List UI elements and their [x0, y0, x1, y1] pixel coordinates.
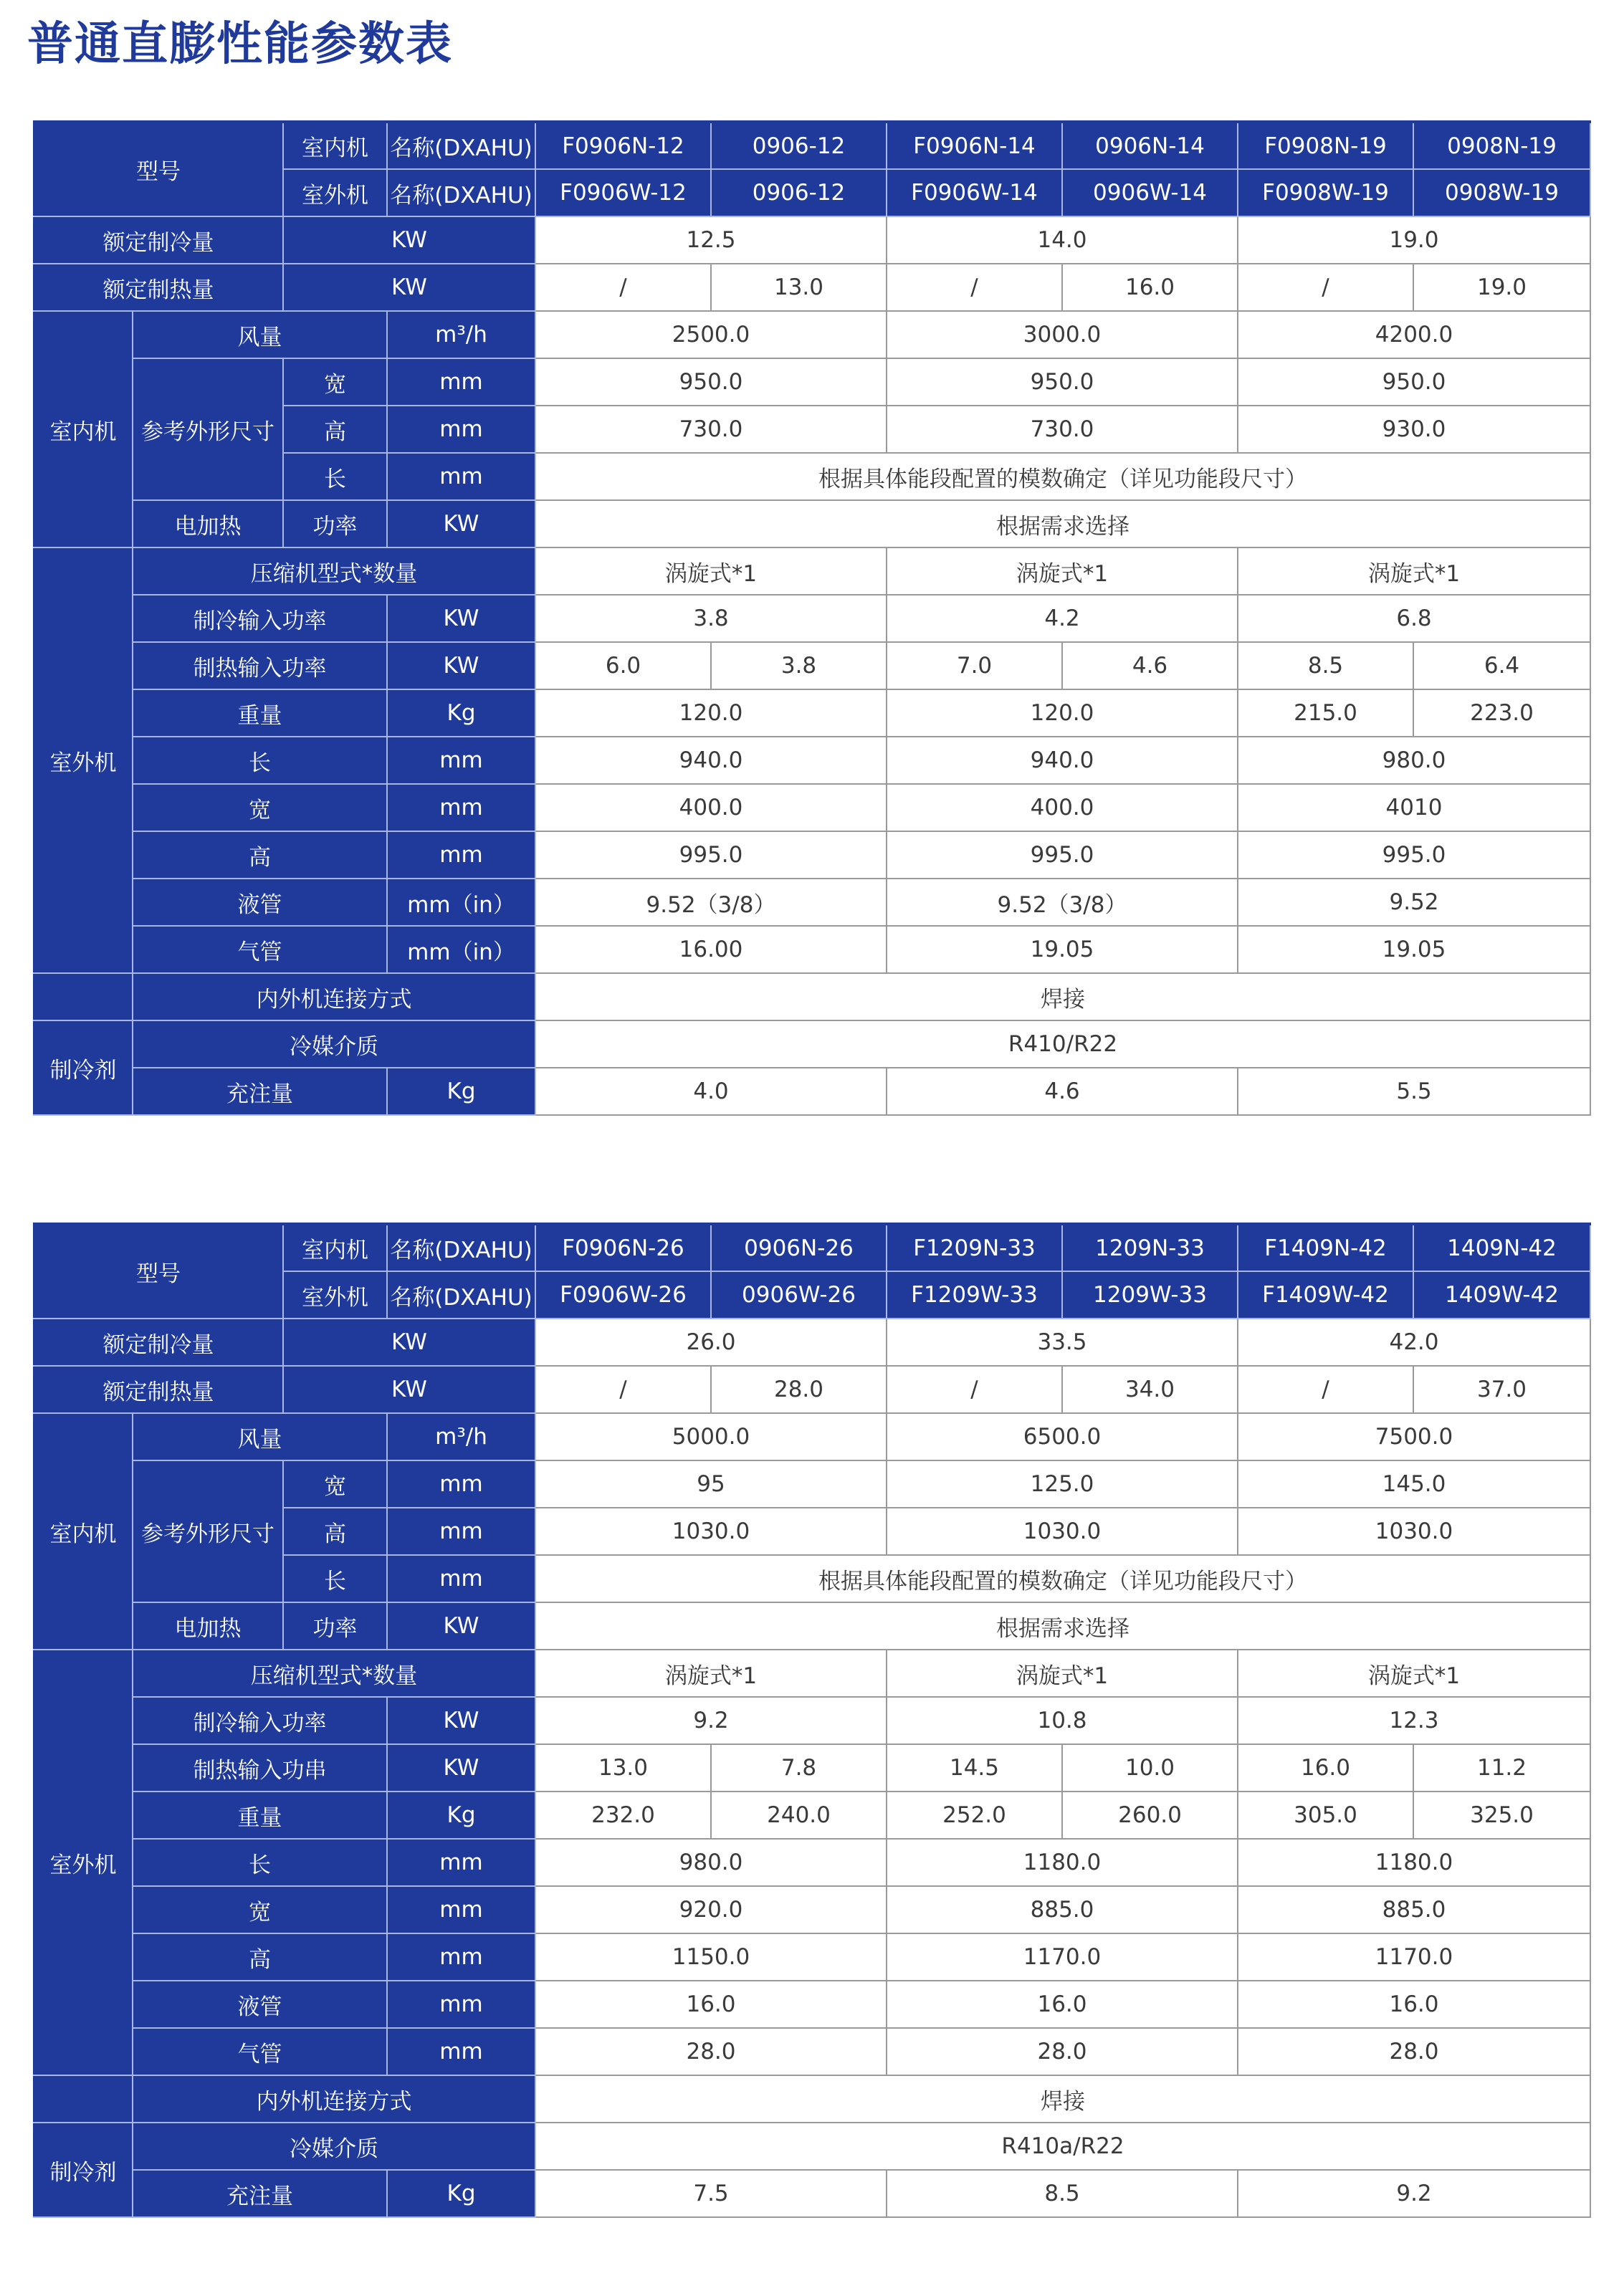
header-cell: 长: [283, 453, 387, 500]
header-cell: 宽: [283, 358, 387, 406]
value-cell: 325.0: [1413, 1792, 1590, 1839]
value-cell: 涡旋式*1: [535, 1650, 887, 1697]
value-cell: 2500.0: [535, 311, 887, 358]
header-cell: 制热输入功串: [133, 1744, 387, 1792]
header-cell: 额定制热量: [34, 1366, 283, 1413]
header-cell: 0906W-26: [711, 1271, 887, 1319]
table-row: [34, 122, 1590, 169]
table-row: [34, 1792, 1590, 1839]
header-cell: F1409W-42: [1238, 1271, 1413, 1319]
value-cell: 1030.0: [887, 1508, 1238, 1555]
value-cell: 1180.0: [1238, 1839, 1590, 1886]
value-cell: /: [535, 264, 711, 311]
value-cell: 125.0: [887, 1460, 1238, 1508]
header-cell: mm（in）: [387, 879, 535, 926]
value-cell: 9.52: [1238, 879, 1590, 926]
value-cell: 26.0: [535, 1319, 887, 1366]
header-cell: KW: [387, 642, 535, 689]
value-cell: 7.8: [711, 1744, 887, 1792]
value-cell: 260.0: [1062, 1792, 1238, 1839]
header-cell: 重量: [133, 1792, 387, 1839]
value-cell: 涡旋式*1: [887, 547, 1238, 595]
value-cell: 7.0: [887, 642, 1062, 689]
header-cell: mm: [387, 358, 535, 406]
value-cell: 16.00: [535, 926, 887, 973]
header-cell: mm: [387, 1460, 535, 1508]
value-cell: 涡旋式*1: [535, 547, 887, 595]
value-cell: 950.0: [887, 358, 1238, 406]
table-row: [34, 2028, 1590, 2075]
header-cell: F1209W-33: [887, 1271, 1062, 1319]
page-title: 普通直膨性能参数表: [27, 18, 453, 71]
value-cell: 120.0: [535, 689, 887, 737]
value-cell: 16.0: [887, 1981, 1238, 2028]
header-cell: 额定制冷量: [34, 1319, 283, 1366]
header-cell: 冷媒介质: [133, 2123, 535, 2170]
value-cell: 6.0: [535, 642, 711, 689]
header-cell: KW: [387, 595, 535, 642]
header-cell: 风量: [133, 311, 387, 358]
table-row: [34, 1744, 1590, 1792]
header-cell: 充注量: [133, 2170, 387, 2217]
header-cell: 冷媒介质: [133, 1020, 535, 1068]
spec-table-1-body: [34, 122, 1590, 1115]
header-cell: 1409W-42: [1413, 1271, 1590, 1319]
header-cell: F0906N-12: [535, 122, 711, 169]
header-cell: 参考外形尺寸: [133, 358, 283, 500]
value-cell: 28.0: [887, 2028, 1238, 2075]
value-cell: 8.5: [887, 2170, 1238, 2217]
header-cell: 0908W-19: [1413, 169, 1590, 216]
header-cell: 参考外形尺寸: [133, 1460, 283, 1602]
header-cell: 型号: [34, 1224, 283, 1319]
table-row: [34, 1981, 1590, 2028]
header-cell: m³/h: [387, 311, 535, 358]
value-cell: 焊接: [535, 2075, 1590, 2123]
value-cell: 6500.0: [887, 1413, 1238, 1460]
header-cell: 制冷剂: [34, 2123, 133, 2217]
value-cell: 8.5: [1238, 642, 1413, 689]
header-cell: 风量: [133, 1413, 387, 1460]
header-cell: 型号: [34, 122, 283, 216]
value-cell: 1150.0: [535, 1933, 887, 1981]
value-cell: 940.0: [887, 737, 1238, 784]
header-cell: [34, 973, 133, 1020]
value-cell: 232.0: [535, 1792, 711, 1839]
table-row: [34, 1224, 1590, 1271]
spec-table-2-body: [34, 1224, 1590, 2217]
table-row: [34, 500, 1590, 547]
table-row: [34, 879, 1590, 926]
value-cell: 34.0: [1062, 1366, 1238, 1413]
table-row: [34, 642, 1590, 689]
table-row: [34, 216, 1590, 264]
header-cell: 重量: [133, 689, 387, 737]
header-cell: F0908N-19: [1238, 122, 1413, 169]
value-cell: 885.0: [887, 1886, 1238, 1933]
header-cell: 功率: [283, 500, 387, 547]
header-cell: 室外机: [34, 1650, 133, 2075]
value-cell: 16.0: [535, 1981, 887, 2028]
header-cell: 0906N-26: [711, 1224, 887, 1271]
table-row: [34, 2123, 1590, 2170]
value-cell: 焊接: [535, 973, 1590, 1020]
value-cell: 1030.0: [1238, 1508, 1590, 1555]
header-cell: 气管: [133, 926, 387, 973]
value-cell: 28.0: [535, 2028, 887, 2075]
header-cell: mm: [387, 1508, 535, 1555]
header-cell: 宽: [283, 1460, 387, 1508]
header-cell: 1209W-33: [1062, 1271, 1238, 1319]
value-cell: 1030.0: [535, 1508, 887, 1555]
table-row: [34, 1650, 1590, 1697]
header-cell: mm: [387, 737, 535, 784]
table-row: [34, 595, 1590, 642]
value-cell: 根据需求选择: [535, 500, 1590, 547]
value-cell: 涡旋式*1: [1238, 547, 1590, 595]
header-cell: 室外机: [283, 1271, 387, 1319]
table-row: [34, 926, 1590, 973]
value-cell: 1180.0: [887, 1839, 1238, 1886]
header-cell: 名称(DXAHU): [387, 122, 535, 169]
value-cell: 13.0: [535, 1744, 711, 1792]
header-cell: 制冷输入功率: [133, 1697, 387, 1744]
header-cell: F1209N-33: [887, 1224, 1062, 1271]
table-row: [34, 1366, 1590, 1413]
header-cell: 高: [283, 406, 387, 453]
header-cell: mm: [387, 406, 535, 453]
header-cell: F0906W-12: [535, 169, 711, 216]
value-cell: 16.0: [1238, 1744, 1413, 1792]
value-cell: 885.0: [1238, 1886, 1590, 1933]
value-cell: 根据具体能段配置的模数确定（详见功能段尺寸）: [535, 453, 1590, 500]
header-cell: 额定制冷量: [34, 216, 283, 264]
header-cell: Kg: [387, 2170, 535, 2217]
value-cell: 12.5: [535, 216, 887, 264]
value-cell: 涡旋式*1: [887, 1650, 1238, 1697]
header-cell: F1409N-42: [1238, 1224, 1413, 1271]
header-cell: m³/h: [387, 1413, 535, 1460]
header-cell: 室内机: [34, 311, 133, 547]
value-cell: 252.0: [887, 1792, 1062, 1839]
header-cell: mm: [387, 1933, 535, 1981]
value-cell: 950.0: [1238, 358, 1590, 406]
header-cell: Kg: [387, 689, 535, 737]
table-row: [34, 1020, 1590, 1068]
header-cell: 0906W-14: [1062, 169, 1238, 216]
header-cell: F0908W-19: [1238, 169, 1413, 216]
table-row: [34, 784, 1590, 831]
header-cell: F0906N-26: [535, 1224, 711, 1271]
value-cell: 3000.0: [887, 311, 1238, 358]
table-row: [34, 2075, 1590, 2123]
header-cell: 室内机: [283, 122, 387, 169]
table-row: [34, 1319, 1590, 1366]
header-cell: 额定制热量: [34, 264, 283, 311]
header-cell: 0906-12: [711, 169, 887, 216]
header-cell: F0906W-14: [887, 169, 1062, 216]
value-cell: 7500.0: [1238, 1413, 1590, 1460]
value-cell: 940.0: [535, 737, 887, 784]
header-cell: 液管: [133, 1981, 387, 2028]
header-cell: F0906N-14: [887, 122, 1062, 169]
value-cell: 1170.0: [887, 1933, 1238, 1981]
header-cell: mm: [387, 2028, 535, 2075]
table-row: [34, 689, 1590, 737]
value-cell: 根据需求选择: [535, 1602, 1590, 1650]
value-cell: 930.0: [1238, 406, 1590, 453]
header-cell: 压缩机型式*数量: [133, 1650, 535, 1697]
value-cell: 95: [535, 1460, 887, 1508]
header-cell: 名称(DXAHU): [387, 169, 535, 216]
value-cell: 28.0: [711, 1366, 887, 1413]
value-cell: 19.05: [887, 926, 1238, 973]
value-cell: 995.0: [887, 831, 1238, 879]
value-cell: 1170.0: [1238, 1933, 1590, 1981]
header-cell: 制热输入功率: [133, 642, 387, 689]
value-cell: 980.0: [535, 1839, 887, 1886]
header-cell: Kg: [387, 1792, 535, 1839]
header-cell: mm: [387, 1555, 535, 1602]
value-cell: 10.8: [887, 1697, 1238, 1744]
value-cell: 12.3: [1238, 1697, 1590, 1744]
table-row: [34, 1886, 1590, 1933]
table-row: [34, 1460, 1590, 1508]
value-cell: 4.6: [1062, 642, 1238, 689]
value-cell: 120.0: [887, 689, 1238, 737]
header-cell: 0906N-14: [1062, 122, 1238, 169]
header-cell: KW: [283, 264, 535, 311]
header-cell: 长: [283, 1555, 387, 1602]
header-cell: mm: [387, 1981, 535, 2028]
value-cell: 16.0: [1062, 264, 1238, 311]
table-row: [34, 1933, 1590, 1981]
table-row: [34, 2170, 1590, 2217]
header-cell: KW: [283, 216, 535, 264]
header-cell: 宽: [133, 1886, 387, 1933]
value-cell: 11.2: [1413, 1744, 1590, 1792]
table-row: [34, 1602, 1590, 1650]
header-cell: mm: [387, 1839, 535, 1886]
value-cell: 14.0: [887, 216, 1238, 264]
value-cell: 14.5: [887, 1744, 1062, 1792]
value-cell: 240.0: [711, 1792, 887, 1839]
header-cell: 高: [283, 1508, 387, 1555]
table-row: [34, 358, 1590, 406]
value-cell: 16.0: [1238, 1981, 1590, 2028]
header-cell: KW: [387, 500, 535, 547]
value-cell: 730.0: [887, 406, 1238, 453]
value-cell: 400.0: [535, 784, 887, 831]
value-cell: 19.0: [1238, 216, 1590, 264]
header-cell: 功率: [283, 1602, 387, 1650]
value-cell: 995.0: [1238, 831, 1590, 879]
header-cell: 电加热: [133, 1602, 283, 1650]
header-cell: 长: [133, 1839, 387, 1886]
header-cell: Kg: [387, 1068, 535, 1115]
header-cell: mm: [387, 784, 535, 831]
header-cell: KW: [283, 1319, 535, 1366]
header-cell: 内外机连接方式: [133, 973, 535, 1020]
value-cell: 730.0: [535, 406, 887, 453]
header-cell: mm（in）: [387, 926, 535, 973]
header-cell: 宽: [133, 784, 387, 831]
value-cell: 5000.0: [535, 1413, 887, 1460]
header-cell: mm: [387, 831, 535, 879]
value-cell: 3.8: [711, 642, 887, 689]
header-cell: KW: [283, 1366, 535, 1413]
value-cell: R410a/R22: [535, 2123, 1590, 2170]
header-cell: F0906W-26: [535, 1271, 711, 1319]
table-row: [34, 1068, 1590, 1115]
header-cell: 室内机: [283, 1224, 387, 1271]
header-cell: KW: [387, 1602, 535, 1650]
table-row: [34, 264, 1590, 311]
value-cell: /: [1238, 1366, 1413, 1413]
value-cell: 10.0: [1062, 1744, 1238, 1792]
value-cell: /: [535, 1366, 711, 1413]
value-cell: 根据具体能段配置的模数确定（详见功能段尺寸）: [535, 1555, 1590, 1602]
table-row: [34, 1413, 1590, 1460]
table-row: [34, 1839, 1590, 1886]
header-cell: 高: [133, 1933, 387, 1981]
header-cell: 气管: [133, 2028, 387, 2075]
value-cell: 42.0: [1238, 1319, 1590, 1366]
value-cell: 400.0: [887, 784, 1238, 831]
table-row: [34, 737, 1590, 784]
value-cell: 4.2: [887, 595, 1238, 642]
value-cell: 9.2: [1238, 2170, 1590, 2217]
value-cell: 4200.0: [1238, 311, 1590, 358]
value-cell: 920.0: [535, 1886, 887, 1933]
table-row: [34, 547, 1590, 595]
value-cell: 19.0: [1413, 264, 1590, 311]
value-cell: 9.52（3/8）: [535, 879, 887, 926]
value-cell: 涡旋式*1: [1238, 1650, 1590, 1697]
value-cell: 13.0: [711, 264, 887, 311]
header-cell: mm: [387, 1886, 535, 1933]
value-cell: 9.52（3/8）: [887, 879, 1238, 926]
value-cell: 6.4: [1413, 642, 1590, 689]
table-row: [34, 311, 1590, 358]
header-cell: 室外机: [283, 169, 387, 216]
header-cell: 充注量: [133, 1068, 387, 1115]
header-cell: 名称(DXAHU): [387, 1271, 535, 1319]
value-cell: /: [887, 1366, 1062, 1413]
spec-table-2: [33, 1223, 1591, 2218]
table-row: [34, 831, 1590, 879]
value-cell: /: [1238, 264, 1413, 311]
header-cell: 压缩机型式*数量: [133, 547, 535, 595]
header-cell: 制冷剂: [34, 1020, 133, 1115]
value-cell: 19.05: [1238, 926, 1590, 973]
header-cell: 名称(DXAHU): [387, 1224, 535, 1271]
header-cell: KW: [387, 1697, 535, 1744]
value-cell: 995.0: [535, 831, 887, 879]
value-cell: 4.6: [887, 1068, 1238, 1115]
value-cell: 9.2: [535, 1697, 887, 1744]
value-cell: 145.0: [1238, 1460, 1590, 1508]
header-cell: 制冷输入功率: [133, 595, 387, 642]
value-cell: 223.0: [1413, 689, 1590, 737]
value-cell: 950.0: [535, 358, 887, 406]
value-cell: /: [887, 264, 1062, 311]
value-cell: 3.8: [535, 595, 887, 642]
header-cell: 内外机连接方式: [133, 2075, 535, 2123]
value-cell: 28.0: [1238, 2028, 1590, 2075]
value-cell: 7.5: [535, 2170, 887, 2217]
value-cell: 33.5: [887, 1319, 1238, 1366]
header-cell: KW: [387, 1744, 535, 1792]
spec-table-1: [33, 120, 1591, 1116]
header-cell: 1409N-42: [1413, 1224, 1590, 1271]
value-cell: 6.8: [1238, 595, 1590, 642]
value-cell: 5.5: [1238, 1068, 1590, 1115]
value-cell: 215.0: [1238, 689, 1413, 737]
header-cell: 1209N-33: [1062, 1224, 1238, 1271]
table-row: [34, 1697, 1590, 1744]
header-cell: 室内机: [34, 1413, 133, 1650]
header-cell: mm: [387, 453, 535, 500]
header-cell: [34, 2075, 133, 2123]
header-cell: 0908N-19: [1413, 122, 1590, 169]
header-cell: 室外机: [34, 547, 133, 973]
value-cell: R410/R22: [535, 1020, 1590, 1068]
header-cell: 液管: [133, 879, 387, 926]
header-cell: 高: [133, 831, 387, 879]
header-cell: 0906-12: [711, 122, 887, 169]
value-cell: 980.0: [1238, 737, 1590, 784]
value-cell: 37.0: [1413, 1366, 1590, 1413]
value-cell: 4.0: [535, 1068, 887, 1115]
value-cell: 305.0: [1238, 1792, 1413, 1839]
header-cell: 长: [133, 737, 387, 784]
value-cell: 4010: [1238, 784, 1590, 831]
header-cell: 电加热: [133, 500, 283, 547]
table-row: [34, 973, 1590, 1020]
